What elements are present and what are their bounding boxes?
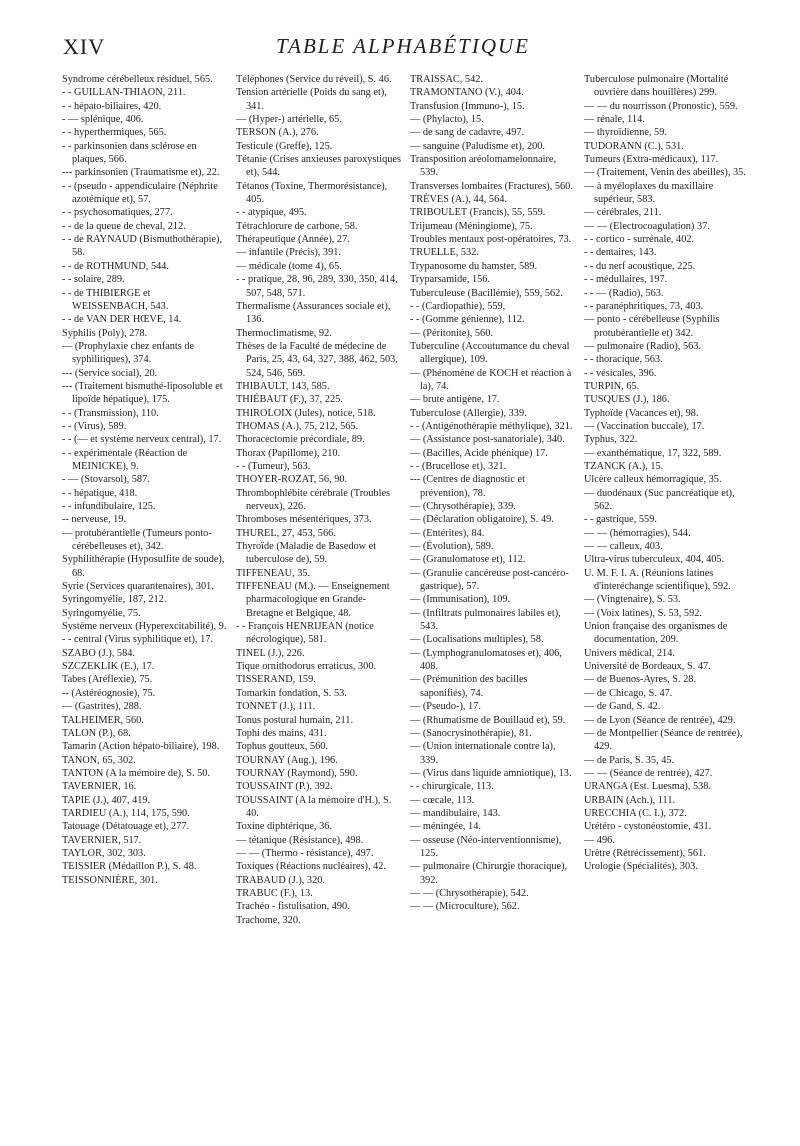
index-entry: TOURNAY (Raymond), 590.: [236, 767, 358, 779]
index-entry: — ponto - cérébelleuse (Syphilis protubérantielle et) 342.: [584, 314, 723, 339]
index-entry: — 496.: [584, 834, 615, 846]
index-entry: Tuberculose (Allergie), 339.: [410, 407, 527, 419]
index-entry: TERSON (A.), 276.: [236, 127, 319, 139]
index-entry: - - (Antigénothérapie méthylique), 321.: [410, 420, 573, 432]
index-entry: — (Déclaration obligatoire), S. 49.: [410, 514, 554, 526]
index-entry: Toxine diphtérique, 36.: [236, 821, 332, 833]
index-entry: — brute antigène, 17.: [410, 394, 500, 406]
index-entry: — exanthématique, 17, 322, 589.: [584, 447, 722, 459]
index-entry: THIROLOIX (Jules), notice, 518.: [236, 407, 376, 419]
index-entry: SZABO (J.), 584.: [62, 647, 135, 659]
index-entry: TIFFENEAU, 35.: [236, 567, 311, 579]
index-entry: Tophi des mains, 431.: [236, 727, 327, 739]
index-entry: - - (Virus), 589.: [62, 420, 127, 432]
index-entry: TRABAUD (J.), 320.: [236, 874, 325, 886]
index-entry: - - du nerf acoustique, 225.: [584, 260, 696, 272]
index-entry: -- (Astéréognosie), 75.: [62, 687, 156, 699]
index-entry: Transposition aréolomamelonnaire, 539.: [410, 154, 559, 179]
index-entry: TANON, 65, 302.: [62, 754, 136, 766]
index-entry: Thoracectomie précordiale, 89.: [236, 434, 365, 446]
index-entry: Tryparsamide, 156.: [410, 274, 490, 286]
index-entry: Urologie (Spécialités), 303.: [584, 861, 698, 873]
index-entry: — (Phénomène de KOCH et réaction à la), 74.: [410, 367, 574, 392]
index-entry: — (Assistance post-sanatoriale), 340.: [410, 434, 565, 446]
index-entry: Tension artérielle (Poids du sang et), 341.: [236, 87, 390, 112]
index-entry: — (Localisations multiples), 58.: [410, 634, 544, 646]
index-entry: — — (Microculture), 562.: [410, 901, 520, 913]
index-entry: — (Traitement, Venin des abeilles), 35.: [584, 167, 746, 179]
index-entry: TOUSSAINT (A la mémoire d'H.), S. 40.: [236, 794, 394, 819]
index-entry: Tumeurs (Extra-médicaux), 117.: [584, 154, 719, 166]
index-entry: — de Lyon (Séance de rentrée), 429.: [584, 714, 736, 726]
index-entry: - - (Cardiopathie), 559,: [410, 300, 506, 312]
index-entry: Thérapeutique (Année), 27.: [236, 234, 350, 246]
index-entry: - - de THIBIERGE et WEISSENBACH, 543.: [62, 287, 169, 312]
index-entry: — (Chrysothérapie), 339.: [410, 501, 516, 512]
index-entry: - - (pseudo - appendiculaire (Néphrite azotémique et), 57.: [62, 180, 221, 206]
index-entry: - - chirurgicale, 113.: [410, 781, 494, 793]
index-entry: TALHEIMER, 560.: [62, 714, 144, 726]
index-entry: — pulmonaire (Chirurgie thoracique), 392.: [410, 861, 570, 886]
index-entry: TANTON (A la mémoire de), S. 50.: [62, 767, 210, 779]
index-entry: — (Granulie cancéreuse post-cancéro-gastrique), 57.: [410, 567, 569, 593]
index-entry: Ulcère calleux hémorragique, 35.: [584, 474, 722, 486]
index-entry: - - (Brucellose et), 321.: [410, 460, 507, 472]
index-entry: — protubérantielle (Tumeurs ponto-cérébelleuses et), 342.: [62, 527, 212, 553]
index-entry: - - de ROTHMUND, 544.: [62, 260, 169, 272]
index-entry: - - pratique, 28, 96, 289, 330, 350, 414, 507, 548, 571.: [236, 274, 401, 299]
index-entry: Tétanie (Crises anxieuses paroxystiques et), 544.: [236, 154, 404, 179]
index-entry: — (Vaccination buccale), 17.: [584, 420, 705, 432]
index-entry: URANGA (Est. Luesma), 538.: [584, 781, 711, 793]
index-entry: Téléphones (Service du réveil), S. 46.: [236, 74, 392, 85]
index-entry: Urètre (Rétrécissement), 561.: [584, 847, 706, 859]
index-entry: - - (Tumeur), 563.: [236, 460, 311, 472]
index-column-2: [236, 73, 402, 1133]
index-entry: Union française des organismes de documentation, 209.: [584, 621, 730, 646]
index-entry: TRAMONTANO (V.), 404.: [410, 87, 524, 99]
index-entry: — — (Electrocoagulation) 37.: [584, 220, 710, 232]
index-entry: - - de VAN DER HŒVE, 14.: [62, 314, 182, 326]
index-entry: — mandibulaire, 143.: [410, 807, 501, 819]
index-entry: TRAISSAC, 542.: [410, 74, 483, 85]
index-entry: — à myéloplaxes du maxillaire supérieur, 583.: [584, 180, 716, 206]
index-entry: — (Immunisation), 109.: [410, 594, 511, 606]
index-entry: Tique ornithodorus erraticus, 300.: [236, 661, 377, 673]
index-entry: — de Gand, S. 42.: [584, 701, 661, 713]
index-entry: - - paranéphritiques, 73, 403.: [584, 300, 704, 312]
index-entry: — — (Chrysothérapie), 542.: [410, 887, 529, 899]
index-entry: --- (Service social), 20.: [62, 367, 158, 379]
index-entry: TRIBOULET (Francis), 55, 559.: [410, 207, 546, 219]
index-entry: — (Granulomatose et), 112.: [410, 554, 526, 566]
index-entry: Tomarkin fondation, S. 53.: [236, 687, 347, 699]
index-entry: — de Montpellier (Séance de rentrée), 429.: [584, 727, 745, 753]
index-entry: Syrie (Services quarantenaires), 301.: [62, 581, 214, 593]
index-entry: THUREL, 27, 453, 566.: [236, 527, 336, 539]
index-entry: — de sang de cadavre, 497.: [410, 127, 525, 139]
index-entry: TISSERAND, 159.: [236, 674, 316, 686]
index-entry: TURPIN, 65.: [584, 380, 640, 392]
index-entry: Thorax (Papillome), 210.: [236, 447, 341, 459]
index-entry: Trachéo - fistulisation, 490.: [236, 901, 350, 913]
index-entry: - - (Gomme génienne), 112.: [410, 314, 525, 326]
index-entry: — pulmonaire (Radio), 563.: [584, 340, 701, 352]
index-entry: TALON (P.), 68.: [62, 727, 131, 739]
index-entry: Typhoïde (Vacances et), 98.: [584, 407, 699, 419]
index-entry: — — (hémorragies), 544.: [584, 527, 691, 539]
page-number: XIV: [63, 34, 106, 59]
index-entry: — de Chicago, S. 47.: [584, 687, 673, 699]
index-entry: - - hépato-biliaires, 420.: [62, 100, 162, 112]
index-entry: — cérébrales, 211.: [584, 207, 662, 219]
index-entry: - - parkinsonien dans sclérose en plaques, 566.: [62, 140, 200, 166]
index-entry: — (Vingtenaire), S. 53.: [584, 594, 681, 606]
index-entry: - — splénique, 406.: [62, 114, 144, 126]
index-columns: [62, 73, 750, 1133]
index-entry: Urétéro - cystonéostomie, 431.: [584, 821, 712, 833]
index-entry: - - atypique, 495.: [236, 207, 307, 219]
index-entry: Tonus postural humain, 211.: [236, 714, 354, 726]
index-entry: URECCHIA (C. I.), 372.: [584, 807, 687, 819]
index-entry: TINEL (J.), 226.: [236, 647, 305, 659]
index-entry: Université de Bordeaux, S. 47.: [584, 661, 711, 673]
index-entry: — (Évolution), 589.: [410, 541, 494, 553]
index-entry: Thermalisme (Assurances sociale et), 136.: [236, 300, 393, 326]
index-entry: Tatouage (Détatouage et), 277.: [62, 821, 190, 833]
index-entry: TRABUC (F.), 13.: [236, 887, 313, 899]
index-entry: THIÉBAUT (F.), 37, 225.: [236, 394, 343, 406]
index-entry: Trijumeau (Méningiome), 75.: [410, 220, 533, 232]
index-entry: Système nerveux (Hyperexcitabilité), 9.: [62, 621, 227, 633]
index-entry: — (Pseudo-), 17.: [410, 701, 481, 713]
index-entry: — (Sanocrysinothérapie), 81.: [410, 727, 532, 739]
index-entry: — — (Thermo - résistance), 497.: [236, 847, 374, 859]
index-entry: Transverses lombaires (Fractures), 560.: [410, 180, 573, 192]
index-entry: Syphilis (Poly), 278.: [62, 327, 148, 339]
index-entry: Transfusion (Immuno-), 15.: [410, 100, 525, 112]
index-entry: — (Infiltrats pulmonaires labiles et), 543.: [410, 607, 564, 633]
index-entry: — — (Séance de rentrée), 427.: [584, 767, 713, 779]
index-entry: Thèses de la Faculté de médecine de Paris, 25, 43, 64, 327, 388, 462, 503, 524, 546, 569.: [236, 340, 401, 379]
index-entry: TONNET (J.), 111.: [236, 701, 316, 713]
index-entry: — — du nourrisson (Pronostic), 559.: [584, 100, 738, 112]
index-entry: TAVERNIER, 517.: [62, 834, 142, 846]
index-entry: - - expérimentale (Réaction de MEINICKE), 9.: [62, 447, 190, 472]
index-column-4: [584, 73, 750, 1133]
index-entry: Thromboses mésentériques, 373.: [236, 514, 372, 526]
index-entry: — (Prémunition des bacilles saponifiés), 74.: [410, 674, 531, 699]
index-entry: TRÈVES (A.), 44, 564.: [410, 194, 507, 206]
index-entry: - - (— et système nerveux central), 17.: [62, 434, 222, 446]
index-entry: TOUSSAINT (P.), 392.: [236, 781, 333, 793]
index-entry: Trypanosome du hamster, 589.: [410, 260, 538, 272]
index-entry: --- (Centres de diagnostic et prévention), 78.: [410, 474, 528, 499]
index-entry: - - central (Virus syphilitique et), 17.: [62, 634, 213, 646]
index-entry: Typhus, 322.: [584, 434, 638, 446]
index-entry: Tophus goutteux, 560.: [236, 741, 328, 753]
index-entry: Thrombophlébite cérébrale (Troubles nerveux), 226.: [236, 487, 393, 512]
index-entry: — sanguine (Paludisme et), 200.: [410, 140, 545, 152]
index-entry: Syringomyélie, 187, 212.: [62, 594, 167, 606]
index-entry: - - hépatique, 418.: [62, 487, 138, 499]
index-entry: — (Phylacto), 15.: [410, 114, 484, 126]
index-entry: TUDORANN (C.), 531.: [584, 140, 684, 152]
index-entry: SZCZEKLIK (E.), 17.: [62, 661, 155, 673]
index-entry: TEISSIER (Médaillon P.), S. 48.: [62, 861, 197, 873]
running-title: TABLE ALPHABÉTIQUE: [276, 34, 530, 58]
index-column-3: [410, 73, 576, 1133]
index-entry: Trachome, 320.: [236, 914, 301, 926]
index-entry: — (Prophylaxie chez enfants de syphilitiques), 374.: [62, 340, 197, 366]
index-entry: U. M. F. I. A. (Réunions latines d'interéchange scientifique), 592.: [584, 567, 731, 593]
index-entry: — (Rhumatisme de Bouillaud et), 59.: [410, 714, 566, 726]
index-entry: - - de la queue de cheval, 212.: [62, 220, 186, 232]
index-entry: URBAIN (Ach.), 111.: [584, 794, 676, 806]
index-entry: - - solaire, 289.: [62, 274, 125, 286]
index-entry: - - thoracique, 563.: [584, 354, 663, 366]
index-entry: - - gastrique, 559.: [584, 514, 657, 526]
index-entry: Tétanos (Toxine, Thermorésistance), 405.: [236, 180, 390, 206]
index-entry: TIFFENEAU (M.). — Enseignement pharmacologique en Grande-Bretagne et Belgique, 48.: [236, 581, 393, 619]
index-entry: — de Buenos-Ayres, S. 28.: [584, 674, 697, 686]
index-entry: Univers médical, 214.: [584, 647, 675, 659]
index-entry: - - GUILLAN-THIAON, 211.: [62, 87, 186, 99]
index-entry: — osseuse (Néo-interventionnisme), 125.: [410, 834, 564, 859]
index-entry: — rénale, 114.: [584, 114, 645, 126]
index-entry: Tétrachlorure de carbone, 58.: [236, 220, 358, 232]
index-entry: Testicule (Greffe), 125.: [236, 140, 333, 152]
index-entry: — — calleux, 403.: [584, 541, 663, 553]
index-entry: Thermoclimatisme, 92.: [236, 327, 332, 339]
index-entry: Tabes (Aréflexie), 75.: [62, 674, 153, 686]
index-entry: Toxiques (Réactions nucléaires), 42.: [236, 861, 386, 873]
index-entry: TARDIEU (A.), 114, 175, 590.: [62, 807, 190, 819]
index-entry: — (Voix latines), S. 53, 592.: [584, 607, 702, 619]
index-entry: - - dentaires, 143.: [584, 247, 657, 259]
index-entry: Syringomyélie, 75.: [62, 607, 141, 619]
index-entry: - - vésicales, 396.: [584, 367, 657, 379]
index-entry: — médicale (tome 4), 65.: [236, 260, 342, 272]
index-entry: - - de RAYNAUD (Bismuthothérapie), 58.: [62, 234, 225, 259]
index-entry: TRUELLE, 532.: [410, 247, 479, 259]
index-entry: TEISSONNIÈRE, 301.: [62, 874, 158, 886]
index-entry: — (Bacilles, Acide phénique) 17.: [410, 447, 548, 459]
index-entry: — (Lymphogranulomatoses et), 406, 408.: [410, 647, 565, 673]
index-entry: TAYLOR, 302, 303.: [62, 847, 146, 859]
index-entry: — cœcale, 113.: [410, 794, 475, 806]
index-entry: — de Paris, S. 35, 45.: [584, 754, 675, 766]
index-entry: - - psychosomatiques, 277.: [62, 207, 173, 219]
index-entry: Thyroïde (Maladie de Basedow et tuberculose de), 59.: [236, 541, 379, 566]
index-entry: — infantile (Précis), 391.: [236, 247, 341, 259]
index-entry: — (Entérites), 84.: [410, 527, 485, 539]
index-entry: - - infundibulaire, 125.: [62, 501, 156, 512]
index-entry: — tétanique (Résistance), 498.: [236, 834, 364, 846]
index-entry: — duodénaux (Suc pancréatique et), 562.: [584, 487, 738, 512]
index-entry: --- (Traitement bismuthé-liposoluble et lipoïde hépatique), 175.: [62, 380, 226, 406]
index-entry: Tuberculine (Accoutumance du cheval allergique), 109.: [410, 340, 573, 366]
index-entry: Tuberculeuse (Bacillémie), 559, 562.: [410, 287, 563, 299]
index-entry: Syphilithérapie (Hyposulfite de soude), 68.: [62, 554, 228, 579]
index-entry: TUSQUES (J.), 186.: [584, 394, 670, 406]
index-entry: Ultra-virus tuberculeux, 404, 405.: [584, 554, 725, 566]
index-entry: — méningée, 14.: [410, 821, 481, 833]
index-entry: — (Péritonite), 560.: [410, 327, 493, 339]
index-entry: -- nerveuse, 19.: [62, 514, 127, 526]
index-entry: — (Hyper-) artérielle, 65.: [236, 114, 342, 126]
index-entry: TAPIE (J.), 407, 419.: [62, 794, 151, 806]
index-entry: - - hyperthermiques, 565.: [62, 127, 167, 139]
index-entry: - - cortico - surrénale, 402.: [584, 234, 695, 246]
index-entry: Tuberculose pulmonaire (Mortalité ouvrière dans houillères) 299.: [584, 74, 731, 99]
index-entry: — thyroïdienne, 59.: [584, 127, 667, 139]
index-entry: Tamarin (Action hépato-biliaire), 198.: [62, 741, 220, 753]
index-entry: - - médullaires, 197.: [584, 274, 668, 286]
index-entry: Syndrome cérébelleux résiduel, 565.: [62, 74, 213, 85]
index-entry: — (Virus dans liquide amniotique), 13.: [410, 767, 572, 779]
index-entry: THOMAS (A.), 75, 212, 565.: [236, 420, 359, 432]
index-entry: --- parkinsonien (Traumatisme et), 22.: [62, 167, 220, 179]
index-entry: - — (Stovarsol), 587.: [62, 474, 150, 486]
index-entry: THIBAULT, 143, 585.: [236, 380, 330, 392]
index-entry: THOYER-ROZAT, 56, 90.: [236, 474, 348, 486]
index-entry: - - — (Radio), 563.: [584, 287, 664, 299]
index-column-1: [62, 73, 228, 1133]
page-header: [63, 34, 743, 74]
index-entry: TZANCK (A.), 15.: [584, 460, 664, 472]
index-entry: - - François HENRIJEAN (notice nécrologique), 581.: [236, 621, 377, 646]
index-entry: TOURNAY (Aug.), 196.: [236, 754, 338, 766]
index-entry: Troubles mentaux post-opératoires, 73.: [410, 234, 572, 246]
index-entry: — (Union internationale contre la), 339.: [410, 741, 559, 766]
index-entry: — (Gastrites), 288.: [62, 701, 142, 713]
index-entry: TAVERNIER, 16.: [62, 781, 137, 793]
index-entry: - - (Transmission), 110.: [62, 407, 159, 419]
